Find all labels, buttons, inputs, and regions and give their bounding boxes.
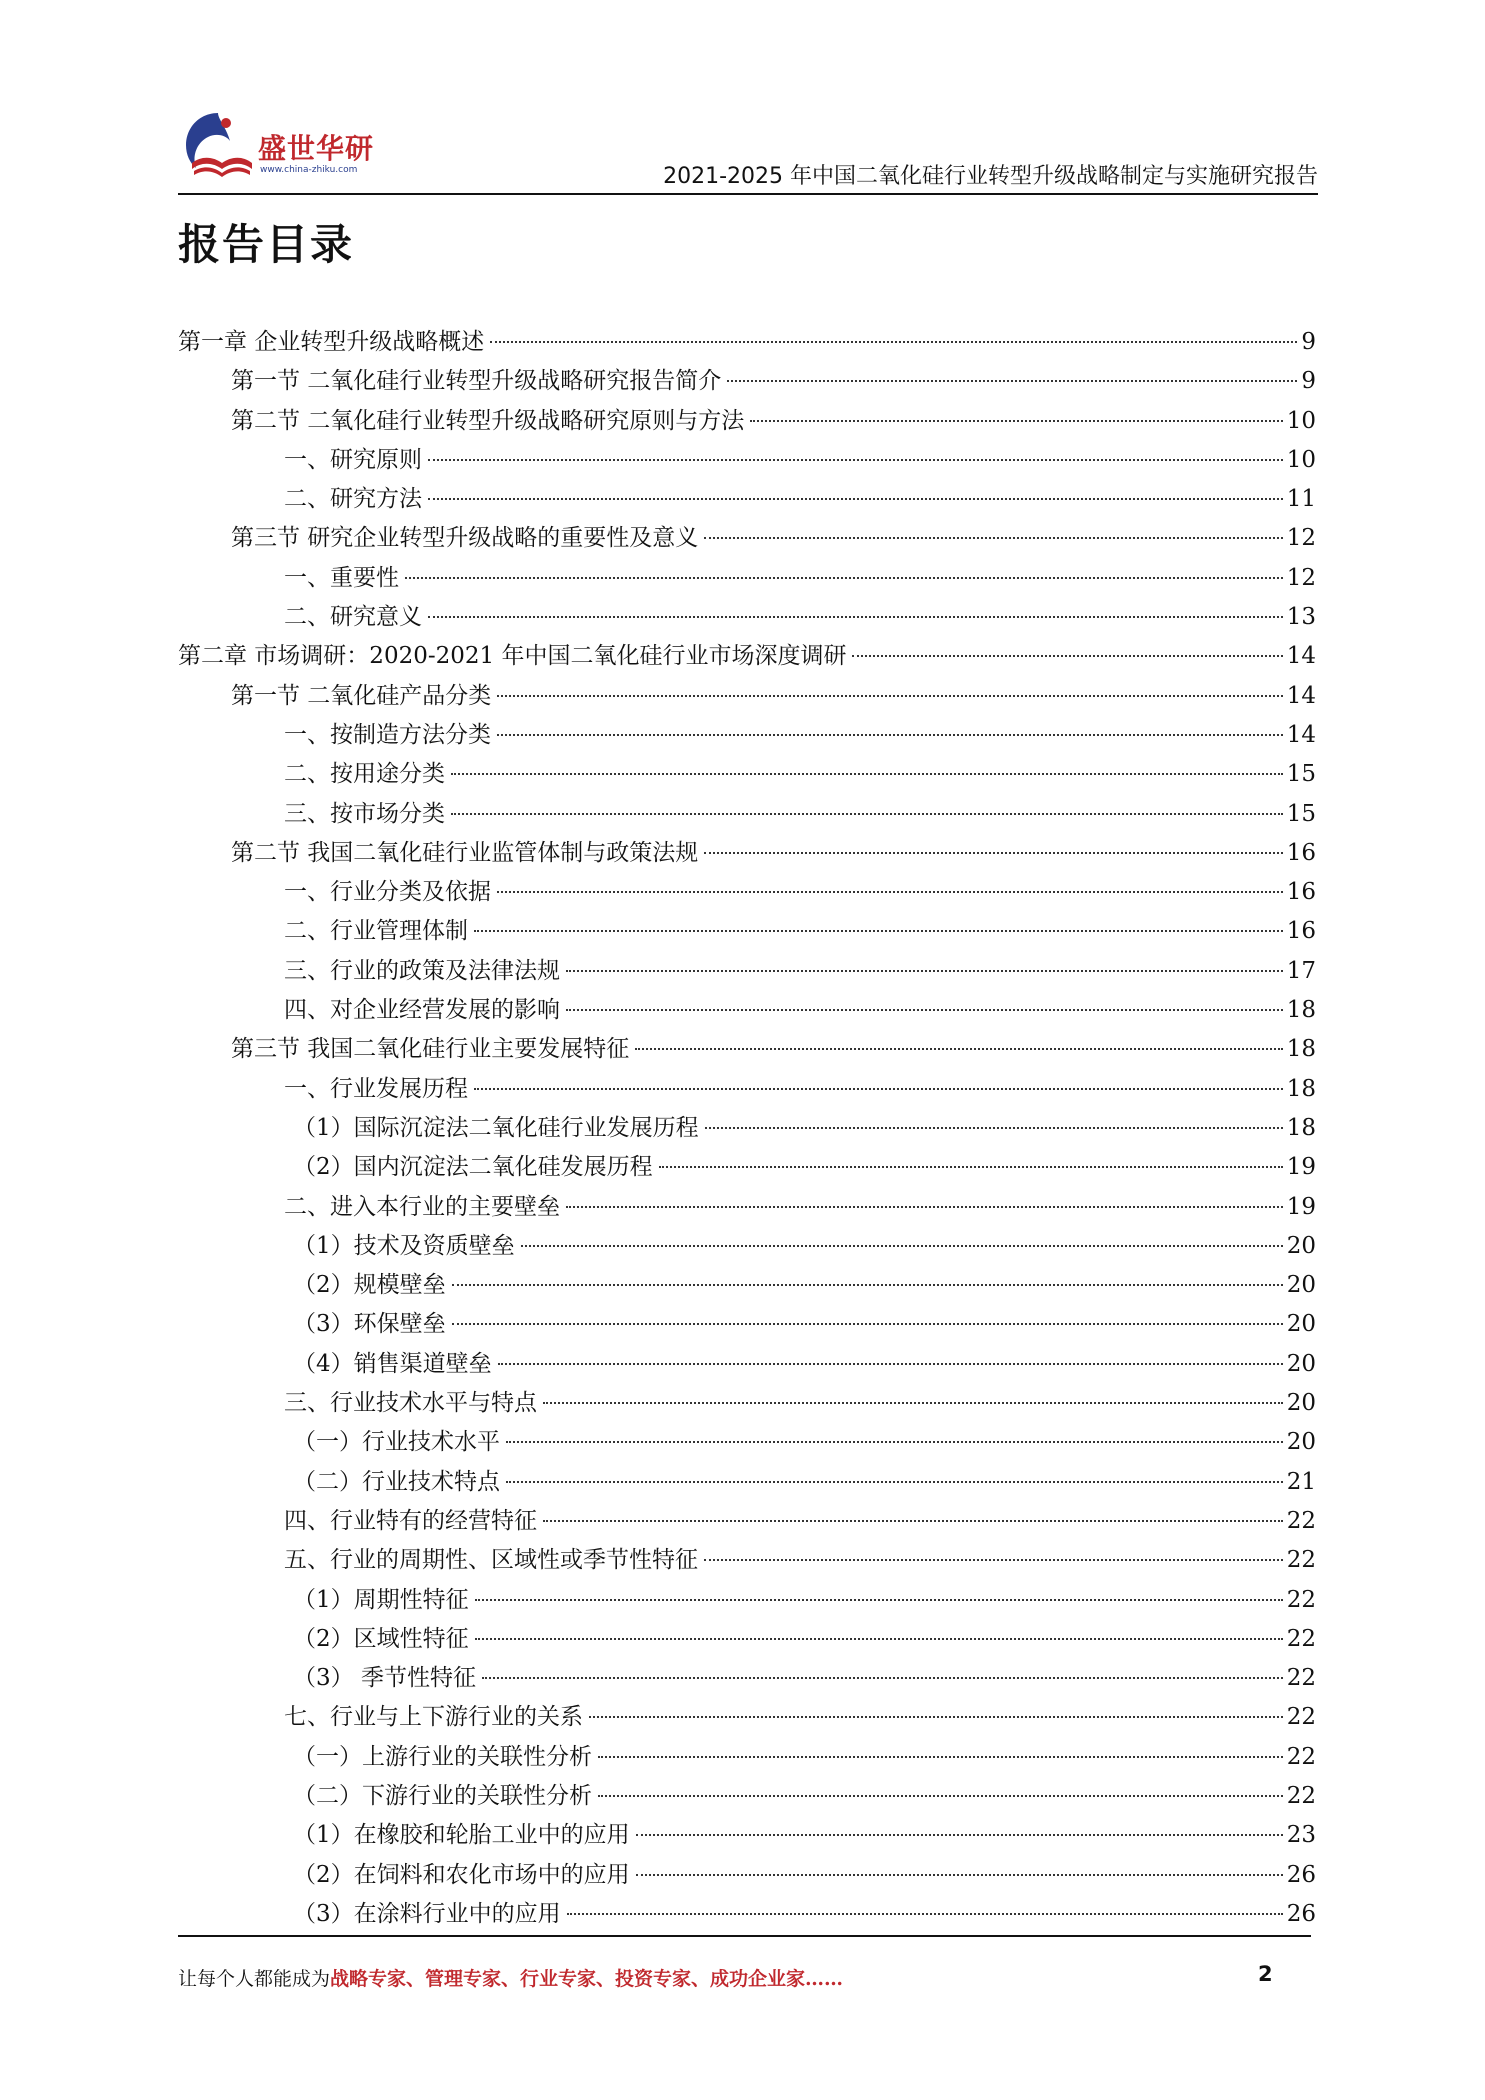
toc-entry-label: 第三节 我国二氧化硅行业主要发展特征 xyxy=(231,1036,630,1063)
footer-slogan xyxy=(178,1964,843,1991)
toc-leader-dots xyxy=(428,459,1283,461)
logo-text: 盛世华研 xyxy=(258,132,375,165)
toc-leader-dots xyxy=(704,1559,1283,1561)
toc-leader-dots xyxy=(428,498,1283,500)
toc-leader-dots xyxy=(498,1363,1283,1365)
toc-leader-dots xyxy=(428,616,1283,618)
toc-entry[interactable] xyxy=(178,1620,1316,1659)
toc-entry-label: 二、行业管理体制 xyxy=(284,918,468,945)
toc-leader-dots xyxy=(852,655,1282,657)
toc-entry-page: 16 xyxy=(1286,879,1316,906)
toc-leader-dots xyxy=(636,1874,1283,1876)
toc-entry[interactable] xyxy=(178,952,1316,991)
toc-entry-page: 20 xyxy=(1286,1232,1316,1259)
toc-entry-label: 第二节 我国二氧化硅行业监管体制与政策法规 xyxy=(231,839,699,866)
toc-leader-dots xyxy=(521,1245,1283,1247)
toc-leader-dots xyxy=(451,773,1283,775)
document-title: 2021-2025 年中国二氧化硅行业转型升级战略制定与实施研究报告 xyxy=(663,164,1318,189)
toc-entry[interactable] xyxy=(178,519,1316,558)
toc-entry[interactable] xyxy=(178,1895,1316,1934)
toc-leader-dots xyxy=(636,1834,1283,1836)
toc-entry-page: 18 xyxy=(1286,997,1316,1024)
toc-leader-dots xyxy=(543,1402,1283,1404)
toc-entry-page: 13 xyxy=(1286,604,1316,631)
toc-entry[interactable] xyxy=(178,362,1316,401)
toc-entry-page: 26 xyxy=(1286,1861,1316,1888)
toc-entry-page: 22 xyxy=(1286,1547,1316,1574)
toc-entry[interactable] xyxy=(178,598,1316,637)
toc-entry[interactable] xyxy=(178,912,1316,951)
table-of-contents xyxy=(178,323,1316,1934)
toc-entry[interactable] xyxy=(178,1581,1316,1620)
toc-entry-page: 14 xyxy=(1286,682,1316,709)
toc-entry-page: 14 xyxy=(1286,721,1316,748)
toc-entry[interactable] xyxy=(178,480,1316,519)
logo-emblem-icon xyxy=(178,105,258,185)
toc-entry[interactable] xyxy=(178,1030,1316,1069)
toc-entry-page: 22 xyxy=(1286,1665,1316,1692)
toc-entry-label: （4）销售渠道壁垒 xyxy=(293,1350,492,1377)
toc-entry[interactable] xyxy=(178,559,1316,598)
toc-entry-label: 三、行业的政策及法律法规 xyxy=(284,957,560,984)
toc-entry[interactable] xyxy=(178,677,1316,716)
toc-entry[interactable] xyxy=(178,1738,1316,1777)
toc-entry-label: 一、研究原则 xyxy=(284,446,422,473)
toc-entry-page: 19 xyxy=(1286,1154,1316,1181)
toc-entry-label: （1）技术及资质壁垒 xyxy=(293,1232,515,1259)
toc-entry[interactable] xyxy=(178,1345,1316,1384)
toc-entry-label: 二、研究意义 xyxy=(284,604,422,631)
toc-leader-dots xyxy=(567,1913,1283,1915)
toc-entry-page: 16 xyxy=(1286,839,1316,866)
footer-divider xyxy=(178,1935,1311,1937)
toc-leader-dots xyxy=(497,695,1282,697)
toc-entry-label: 三、行业技术水平与特点 xyxy=(284,1390,537,1417)
toc-entry-label: （3）环保壁垒 xyxy=(293,1311,446,1338)
toc-entry-page: 22 xyxy=(1286,1586,1316,1613)
toc-entry-page: 12 xyxy=(1286,525,1316,552)
toc-entry[interactable] xyxy=(178,873,1316,912)
toc-leader-dots xyxy=(659,1166,1283,1168)
page-header xyxy=(178,105,1318,197)
toc-entry-label: （3）在涂料行业中的应用 xyxy=(293,1900,561,1927)
toc-entry[interactable] xyxy=(178,1070,1316,1109)
toc-leader-dots xyxy=(506,1481,1283,1483)
toc-leader-dots xyxy=(589,1716,1283,1718)
toc-entry[interactable] xyxy=(178,991,1316,1030)
toc-entry-page: 22 xyxy=(1286,1782,1316,1809)
toc-entry-label: 三、按市场分类 xyxy=(284,800,445,827)
toc-entry-label: 一、行业发展历程 xyxy=(284,1075,468,1102)
toc-entry-label: 第一节 二氧化硅行业转型升级战略研究报告简介 xyxy=(231,368,722,395)
toc-entry[interactable] xyxy=(178,1777,1316,1816)
toc-entry-label: 一、行业分类及依据 xyxy=(284,879,491,906)
toc-entry-page: 9 xyxy=(1301,368,1316,395)
toc-entry-label: 第一章 企业转型升级战略概述 xyxy=(178,329,485,355)
toc-leader-dots xyxy=(566,1206,1283,1208)
toc-entry-page: 12 xyxy=(1286,564,1316,591)
toc-entry[interactable] xyxy=(178,1698,1316,1737)
toc-entry-page: 23 xyxy=(1286,1822,1316,1849)
toc-entry-label: 第一节 二氧化硅产品分类 xyxy=(231,682,492,709)
page-number: 2 xyxy=(1258,1962,1273,1986)
toc-entry-label: （1）周期性特征 xyxy=(293,1586,469,1613)
header-divider xyxy=(178,193,1318,195)
toc-entry-page: 21 xyxy=(1286,1468,1316,1495)
toc-leader-dots xyxy=(497,734,1283,736)
toc-entry[interactable] xyxy=(178,1463,1316,1502)
toc-entry-label: （2）国内沉淀法二氧化硅发展历程 xyxy=(293,1154,653,1181)
toc-leader-dots xyxy=(405,577,1283,579)
toc-entry[interactable] xyxy=(178,1188,1316,1227)
toc-entry-page: 20 xyxy=(1286,1311,1316,1338)
toc-leader-dots xyxy=(452,1284,1283,1286)
toc-leader-dots xyxy=(506,1441,1283,1443)
toc-entry[interactable] xyxy=(178,1305,1316,1344)
toc-entry-label: （一）行业技术水平 xyxy=(293,1429,500,1456)
toc-entry-label: 第三节 研究企业转型升级战略的重要性及意义 xyxy=(231,525,699,552)
toc-leader-dots xyxy=(451,813,1283,815)
toc-entry-page: 22 xyxy=(1286,1704,1316,1731)
toc-entry[interactable] xyxy=(178,402,1316,441)
toc-entry-label: （3） 季节性特征 xyxy=(293,1665,476,1692)
toc-leader-dots xyxy=(482,1677,1283,1679)
toc-entry-page: 20 xyxy=(1286,1429,1316,1456)
toc-entry-page: 16 xyxy=(1286,918,1316,945)
toc-entry[interactable] xyxy=(178,323,1316,362)
toc-entry[interactable] xyxy=(178,1266,1316,1305)
toc-entry[interactable] xyxy=(178,441,1316,480)
company-logo xyxy=(178,105,398,185)
toc-entry-label: （2）规模壁垒 xyxy=(293,1272,446,1299)
toc-entry-label: 四、行业特有的经营特征 xyxy=(284,1507,537,1534)
toc-entry-page: 22 xyxy=(1286,1507,1316,1534)
toc-entry-label: 五、行业的周期性、区域性或季节性特征 xyxy=(284,1547,698,1574)
toc-entry-page: 18 xyxy=(1286,1036,1316,1063)
toc-leader-dots xyxy=(727,380,1297,382)
toc-entry-label: 一、重要性 xyxy=(284,564,399,591)
toc-leader-dots xyxy=(474,930,1283,932)
toc-entry[interactable] xyxy=(178,1502,1316,1541)
toc-leader-dots xyxy=(566,1009,1283,1011)
toc-entry[interactable] xyxy=(178,1659,1316,1698)
toc-leader-dots xyxy=(704,852,1282,854)
toc-entry-label: （二）下游行业的关联性分析 xyxy=(293,1782,592,1809)
toc-entry-label: 二、进入本行业的主要壁垒 xyxy=(284,1193,560,1220)
toc-entry-page: 11 xyxy=(1286,486,1316,513)
toc-entry[interactable] xyxy=(178,1816,1316,1855)
toc-leader-dots xyxy=(474,1088,1283,1090)
toc-entry[interactable] xyxy=(178,834,1316,873)
toc-entry-page: 20 xyxy=(1286,1272,1316,1299)
toc-entry-page: 9 xyxy=(1301,329,1316,355)
toc-leader-dots xyxy=(704,537,1282,539)
toc-entry-label: （1）在橡胶和轮胎工业中的应用 xyxy=(293,1822,630,1849)
toc-leader-dots xyxy=(475,1638,1283,1640)
toc-leader-dots xyxy=(566,970,1283,972)
toc-entry[interactable] xyxy=(178,1227,1316,1266)
toc-entry-page: 22 xyxy=(1286,1743,1316,1770)
toc-entry[interactable] xyxy=(178,1148,1316,1187)
toc-entry[interactable] xyxy=(178,1541,1316,1580)
toc-entry-label: 七、行业与上下游行业的关系 xyxy=(284,1704,583,1731)
toc-entry-page: 20 xyxy=(1286,1390,1316,1417)
toc-entry-label: （一）上游行业的关联性分析 xyxy=(293,1743,592,1770)
page-title: 报告目录 xyxy=(178,220,355,269)
toc-leader-dots xyxy=(490,341,1297,343)
toc-entry-label: （2）区域性特征 xyxy=(293,1625,469,1652)
toc-entry-label: （二）行业技术特点 xyxy=(293,1468,500,1495)
toc-entry-page: 17 xyxy=(1286,957,1316,984)
toc-entry[interactable] xyxy=(178,1423,1316,1462)
toc-entry-page: 22 xyxy=(1286,1625,1316,1652)
toc-entry[interactable] xyxy=(178,795,1316,834)
toc-entry-page: 20 xyxy=(1286,1350,1316,1377)
toc-entry[interactable] xyxy=(178,1109,1316,1148)
toc-entry-page: 14 xyxy=(1286,643,1316,670)
toc-entry-label: 第二节 二氧化硅行业转型升级战略研究原则与方法 xyxy=(231,407,745,434)
toc-entry-label: 第二章 市场调研：2020-2021 年中国二氧化硅行业市场深度调研 xyxy=(178,643,847,670)
toc-entry-page: 19 xyxy=(1286,1193,1316,1220)
toc-leader-dots xyxy=(750,420,1282,422)
toc-entry-label: 二、研究方法 xyxy=(284,486,422,513)
toc-leader-dots xyxy=(452,1323,1283,1325)
toc-entry-page: 10 xyxy=(1286,407,1316,434)
toc-leader-dots xyxy=(497,891,1283,893)
toc-entry-page: 15 xyxy=(1286,800,1316,827)
toc-entry[interactable] xyxy=(178,1384,1316,1423)
toc-entry-page: 18 xyxy=(1286,1114,1316,1141)
slogan-prefix: 让每个人都能成为 xyxy=(178,1968,331,1990)
toc-leader-dots xyxy=(705,1127,1283,1129)
toc-entry-label: （2）在饲料和农化市场中的应用 xyxy=(293,1861,630,1888)
toc-entry-label: 四、对企业经营发展的影响 xyxy=(284,997,560,1024)
toc-leader-dots xyxy=(598,1795,1283,1797)
toc-leader-dots xyxy=(635,1048,1282,1050)
slogan-highlight: 战略专家、管理专家、行业专家、投资专家、成功企业家 xyxy=(330,1968,806,1990)
toc-entry[interactable] xyxy=(178,716,1316,755)
toc-entry[interactable] xyxy=(178,755,1316,794)
toc-entry-page: 10 xyxy=(1286,446,1316,473)
toc-entry-page: 26 xyxy=(1286,1900,1316,1927)
toc-entry-label: 二、按用途分类 xyxy=(284,761,445,788)
toc-entry[interactable] xyxy=(178,637,1316,676)
toc-leader-dots xyxy=(543,1520,1283,1522)
logo-url: www.china-zhiku.com xyxy=(260,165,358,175)
toc-leader-dots xyxy=(475,1599,1283,1601)
toc-entry-page: 18 xyxy=(1286,1075,1316,1102)
toc-leader-dots xyxy=(598,1756,1283,1758)
toc-entry-label: （1）国际沉淀法二氧化硅行业发展历程 xyxy=(293,1114,699,1141)
toc-entry-label: 一、按制造方法分类 xyxy=(284,721,491,748)
slogan-suffix: …… xyxy=(805,1968,844,1990)
toc-entry[interactable] xyxy=(178,1856,1316,1895)
toc-entry-page: 15 xyxy=(1286,761,1316,788)
